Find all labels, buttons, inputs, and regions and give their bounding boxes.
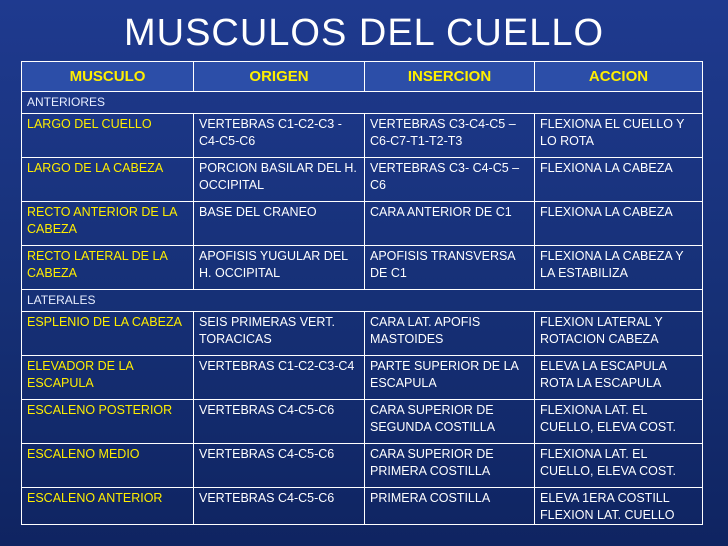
cell-insercion: APOFISIS TRANSVERSA DE C1 bbox=[365, 246, 535, 290]
section-row-anteriores bbox=[22, 92, 703, 114]
cell-insercion: CARA SUPERIOR DE PRIMERA COSTILLA bbox=[365, 444, 535, 488]
header-musculo: MUSCULO bbox=[22, 62, 194, 92]
cell-insercion: VERTEBRAS C3-C4-C5 –C6-C7-T1-T2-T3 bbox=[365, 114, 535, 158]
cell-musculo: RECTO ANTERIOR DE LA CABEZA bbox=[22, 202, 194, 246]
cell-origen: APOFISIS YUGULAR DEL H. OCCIPITAL bbox=[194, 246, 365, 290]
cell-musculo: RECTO LATERAL DE LA CABEZA bbox=[22, 246, 194, 290]
table-row bbox=[22, 246, 703, 290]
cell-musculo: ESCALENO POSTERIOR bbox=[22, 400, 194, 444]
cell-musculo: LARGO DEL CUELLO bbox=[22, 114, 194, 158]
cell-musculo: LARGO DE LA CABEZA bbox=[22, 158, 194, 202]
cell-insercion: CARA LAT. APOFIS MASTOIDES bbox=[365, 312, 535, 356]
header-row bbox=[22, 62, 703, 92]
cell-origen: VERTEBRAS C4-C5-C6 bbox=[194, 400, 365, 444]
cell-musculo: ESCALENO ANTERIOR bbox=[22, 488, 194, 525]
cell-accion: FLEXIONA LA CABEZA bbox=[535, 158, 703, 202]
cell-accion: FLEXIONA LAT. EL CUELLO, ELEVA COST. bbox=[535, 444, 703, 488]
table-row bbox=[22, 356, 703, 400]
cell-insercion: CARA SUPERIOR DE SEGUNDA COSTILLA bbox=[365, 400, 535, 444]
cell-insercion: CARA ANTERIOR DE C1 bbox=[365, 202, 535, 246]
cell-origen: VERTEBRAS C1-C2-C3-C4 bbox=[194, 356, 365, 400]
section-label: LATERALES bbox=[22, 290, 703, 312]
cell-origen: PORCION BASILAR DEL H. OCCIPITAL bbox=[194, 158, 365, 202]
cell-origen: VERTEBRAS C4-C5-C6 bbox=[194, 444, 365, 488]
table-row bbox=[22, 114, 703, 158]
cell-insercion: PRIMERA COSTILLA bbox=[365, 488, 535, 525]
cell-insercion: PARTE SUPERIOR DE LA ESCAPULA bbox=[365, 356, 535, 400]
cell-accion: FLEXIONA EL CUELLO Y LO ROTA bbox=[535, 114, 703, 158]
cell-musculo: ESPLENIO DE LA CABEZA bbox=[22, 312, 194, 356]
cell-accion: FLEXIONA LAT. EL CUELLO, ELEVA COST. bbox=[535, 400, 703, 444]
table-row bbox=[22, 400, 703, 444]
cell-origen: VERTEBRAS C4-C5-C6 bbox=[194, 488, 365, 525]
cell-insercion: VERTEBRAS C3- C4-C5 –C6 bbox=[365, 158, 535, 202]
section-label: ANTERIORES bbox=[22, 92, 703, 114]
cell-origen: BASE DEL CRANEO bbox=[194, 202, 365, 246]
cell-musculo: ESCALENO MEDIO bbox=[22, 444, 194, 488]
table-row bbox=[22, 158, 703, 202]
table-row bbox=[22, 202, 703, 246]
table-row bbox=[22, 444, 703, 488]
cell-accion: ELEVA LA ESCAPULA ROTA LA ESCAPULA bbox=[535, 356, 703, 400]
cell-origen: VERTEBRAS C1-C2-C3 - C4-C5-C6 bbox=[194, 114, 365, 158]
section-row-laterales bbox=[22, 290, 703, 312]
cell-musculo: ELEVADOR DE LA ESCAPULA bbox=[22, 356, 194, 400]
cell-accion: FLEXION LATERAL Y ROTACION CABEZA bbox=[535, 312, 703, 356]
table-row bbox=[22, 312, 703, 356]
slide-title: MUSCULOS DEL CUELLO bbox=[123, 12, 605, 54]
header-accion: ACCION bbox=[535, 62, 703, 92]
muscle-table bbox=[21, 61, 703, 525]
table-row bbox=[22, 488, 703, 525]
header-origen: ORIGEN bbox=[194, 62, 365, 92]
header-insercion: INSERCION bbox=[365, 62, 535, 92]
cell-accion: FLEXIONA LA CABEZA bbox=[535, 202, 703, 246]
cell-accion: ELEVA 1ERA COSTILL FLEXION LAT. CUELLO bbox=[535, 488, 703, 525]
cell-origen: SEIS PRIMERAS VERT. TORACICAS bbox=[194, 312, 365, 356]
cell-accion: FLEXIONA LA CABEZA Y LA ESTABILIZA bbox=[535, 246, 703, 290]
